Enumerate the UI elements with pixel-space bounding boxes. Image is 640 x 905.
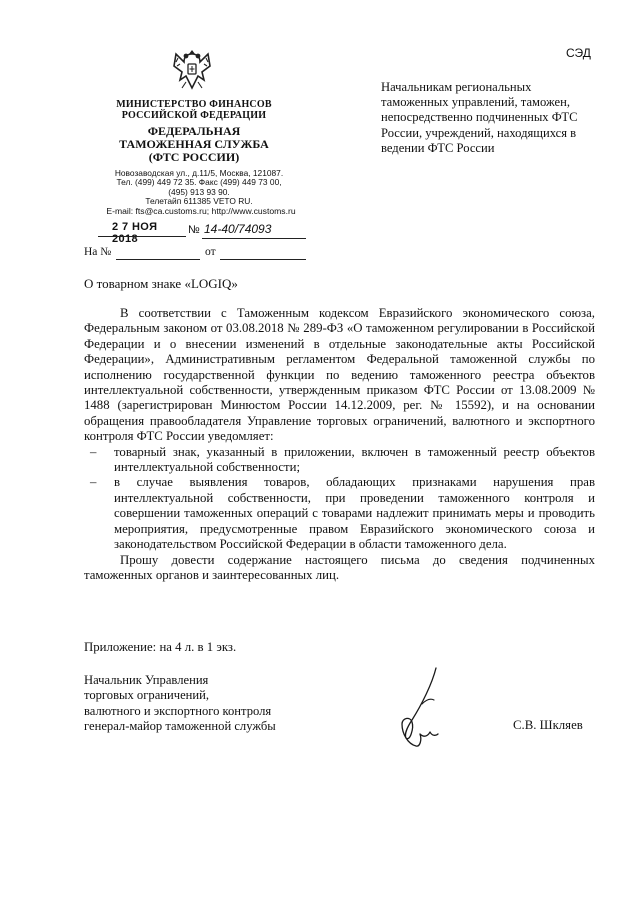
registration-date-field <box>98 221 186 245</box>
signatory-title-line-2: торговых ограничений, <box>84 688 210 703</box>
reference-date-line <box>220 259 306 260</box>
russian-double-headed-eagle-icon <box>170 44 214 92</box>
address-line-4: Телетайп 611385 VETO RU. <box>145 196 253 207</box>
signatory-title-line-4: генерал-майор таможенной службы <box>84 719 276 734</box>
agency-contacts <box>96 169 302 207</box>
letter-subject: О товарном знаке «LOGIQ» <box>84 276 238 291</box>
registration-number-underline <box>202 238 306 239</box>
attachment-note: Приложение: на 4 л. в 1 экз. <box>84 640 237 654</box>
registration-number-label: № <box>188 224 200 236</box>
registration-number: 14-40/74093 <box>204 222 272 236</box>
address-line-3: (495) 913 93 90. <box>168 186 230 197</box>
reference-number-line <box>116 259 200 260</box>
signatory-title-line-3: валютного и экспортного контроля <box>84 703 272 718</box>
ministry-line-2: РОССИЙСКОЙ ФЕДЕРАЦИИ <box>121 110 267 121</box>
agency-line-3: (ФТС РОССИИ) <box>148 150 240 164</box>
body-intro-paragraph: В соответствии с Таможенным кодексом Евразийского экономического союза, Федеральным законом от 03.08.2018 № 289-ФЗ «О таможенном регулировании в Российской Федерации и о внесении изменений в отдельные законодательные акты Российской Федерации», Административным регламентом Федеральной таможенной службы по исполнению государственной функции по ведению таможенного реестра объектов интеллектуальной собственности, утвержденным приказом ФТС России от 13.08.2009 № 1488 (зарегистрирован Минюстом России 14.12.2009, рег. № 15592), и на основании обращения правообладателя Управление торговых ограничений, валютного и экспортного контроля ФТС России уведомляет: <box>84 306 595 444</box>
agency-line-1: ФЕДЕРАЛЬНАЯ <box>147 124 241 138</box>
reference-date-label: от <box>205 246 216 258</box>
list-item: – товарный знак, указанный в приложении, включен в таможенный реестр объектов интеллектуальной собственности; <box>90 444 595 475</box>
agency-line-2: ТАМОЖЕННАЯ СЛУЖБА <box>119 137 269 151</box>
handwritten-signature-icon <box>392 664 452 754</box>
addressee-block: Начальникам региональных таможенных управлений, таможен, непосредственно подчиненных ФТС России, учреждений, находящихся в ведении ФТС России <box>381 80 578 155</box>
ministry-line-1: МИНИСТЕРСТВО ФИНАНСОВ <box>116 99 272 110</box>
list-item: – в случае выявления товаров, обладающих признаками нарушения прав интеллектуальной собственности, при проведении таможенного контроля и совершении таможенных операций с товарами надлежит принимать меры и проводить мероприятия, предусмотренные правом Евразийского экономического союза и законодательством Российской Федерации в области таможенного дела. <box>90 475 595 552</box>
signatory-name: С.В. Шкляев <box>513 718 583 732</box>
body-closing-paragraph: Прошу довести содержание настоящего письма до сведения подчиненных таможенных органов и заинтересованных лиц. <box>84 552 595 582</box>
document-system-mark: СЭД <box>566 46 591 60</box>
notification-list <box>84 445 595 553</box>
letter-body <box>84 306 595 583</box>
address-line-2: Тел. (499) 449 72 35. Факс (499) 449 73 00, <box>116 177 282 188</box>
address-line-1: Новозаводская ул., д.11/5, Москва, 121087. <box>114 168 284 178</box>
ministry-name <box>96 99 292 121</box>
signatory-title <box>84 673 344 735</box>
agency-email-web: E-mail: fts@ca.customs.ru; http://www.customs.ru <box>106 206 296 216</box>
agency-name <box>96 125 292 164</box>
reference-number-label: На № <box>84 246 112 258</box>
list-dash: – <box>90 475 97 490</box>
registration-date: 2 7 НОЯ 2018 <box>112 221 158 245</box>
signatory-title-line-1: Начальник Управления <box>84 673 209 687</box>
list-dash: – <box>90 444 97 459</box>
